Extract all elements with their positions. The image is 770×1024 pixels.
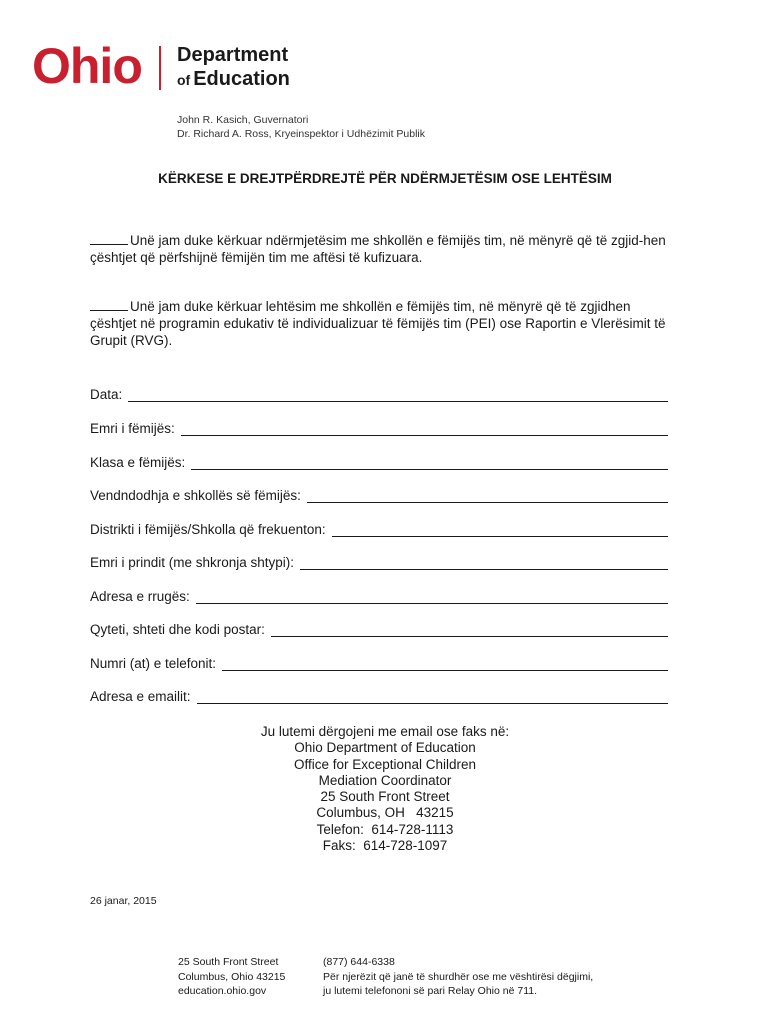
field-label: Adresa e rrugës: xyxy=(90,589,190,604)
footer-contact xyxy=(323,955,593,999)
field-label: Numri (at) e telefonit: xyxy=(90,656,217,671)
field-parent-name xyxy=(90,550,668,570)
field-input-line[interactable] xyxy=(300,555,668,570)
field-school-location xyxy=(90,483,668,503)
logo-of-text: of xyxy=(177,72,191,88)
footer-relay-line: Për njerëzit që janë të shurdhër ose me vështirësi dëgjimi, xyxy=(323,970,594,983)
officials-block xyxy=(177,113,425,141)
contact-line: Faks: 614-728-1097 xyxy=(322,838,448,854)
field-label: Emri i fëmijës: xyxy=(90,421,175,436)
contact-block xyxy=(0,724,770,854)
footer-website-link[interactable]: education.ohio.gov xyxy=(178,985,267,997)
logo-education-text: Education xyxy=(193,68,290,90)
field-input-line[interactable] xyxy=(197,689,668,704)
contact-line: Columbus, OH 43215 xyxy=(316,805,454,821)
checkbox-blank-facilitation[interactable] xyxy=(90,298,128,311)
option-facilitation-text: Unë jam duke kërkuar lehtësim me shkollën e fëmijës tim, në mënyrë që të zgjidhen çështjet në programin edukativ të individualizuar të fëmijës tim (PEI) ose Raportin e Vlerësimit të Grupit (RVG). xyxy=(90,299,666,348)
document-title: KËRKESE E DREJTPËRDREJTË PËR NDËRMJETËSIM OSE LEHTËSIM xyxy=(158,171,612,186)
option-mediation-text: Unë jam duke kërkuar ndërmjetësim me shkollën e fëmijës tim, në mënyrë që të zgjid-hen çështjet që përfshijnë fëmijën tim me aftësi të kufizuara. xyxy=(90,233,666,265)
field-city-state-zip xyxy=(90,617,668,637)
field-label: Qyteti, shteti dhe kodi postar: xyxy=(90,622,265,637)
contact-line: Office for Exceptional Children xyxy=(293,756,477,772)
field-label: Klasa e fëmijës: xyxy=(90,455,186,470)
field-date xyxy=(90,382,668,402)
field-child-grade xyxy=(90,450,668,470)
option-mediation xyxy=(90,232,680,266)
option-facilitation xyxy=(90,298,680,349)
governor-line: John R. Kasich, Guvernatori xyxy=(177,114,309,126)
superintendent-line: Dr. Richard A. Ross, Kryeinspektor i Udhëzimit Publik xyxy=(177,128,426,140)
ohio-logo-wordmark: Ohio xyxy=(32,38,142,94)
field-input-line[interactable] xyxy=(222,656,668,671)
footer-address xyxy=(178,955,285,999)
contact-line: Telefon: 614-728-1113 xyxy=(316,821,454,837)
logo-department-text: Department xyxy=(177,44,289,66)
field-phone xyxy=(90,651,668,671)
field-label: Data: xyxy=(90,387,123,402)
field-input-line[interactable] xyxy=(128,387,668,402)
field-input-line[interactable] xyxy=(271,622,668,637)
field-child-name xyxy=(90,416,668,436)
document-date: 26 janar, 2015 xyxy=(90,895,157,907)
field-label: Emri i prindit (me shkronja shtypi): xyxy=(90,555,295,570)
field-label: Distrikti i fëmijës/Shkolla që frekuenton: xyxy=(90,522,326,537)
field-input-line[interactable] xyxy=(181,421,668,436)
contact-line: Ohio Department of Education xyxy=(294,740,476,756)
field-input-line[interactable] xyxy=(191,455,668,470)
field-input-line[interactable] xyxy=(196,589,668,604)
checkbox-blank-mediation[interactable] xyxy=(90,232,128,245)
footer-address-line: 25 South Front Street xyxy=(178,956,279,968)
field-label: Adresa e emailit: xyxy=(90,689,191,704)
contact-line: 25 South Front Street xyxy=(320,789,450,805)
field-label: Vendndodhja e shkollës së fëmijës: xyxy=(90,488,301,503)
logo-education-line xyxy=(177,68,290,91)
field-district-school xyxy=(90,517,668,537)
field-email xyxy=(90,684,668,704)
contact-line: Mediation Coordinator xyxy=(318,772,452,788)
field-street-address xyxy=(90,584,668,604)
field-input-line[interactable] xyxy=(307,488,668,503)
footer-phone: (877) 644-6338 xyxy=(323,956,395,968)
footer-relay-line: ju lutemi telefononi së pari Relay Ohio në 711. xyxy=(323,985,538,997)
logo-divider xyxy=(159,46,161,90)
contact-line: Ju lutemi dërgojeni me email ose faks në: xyxy=(260,724,510,739)
field-input-line[interactable] xyxy=(332,522,668,537)
footer-address-line: Columbus, Ohio 43215 xyxy=(178,970,286,983)
